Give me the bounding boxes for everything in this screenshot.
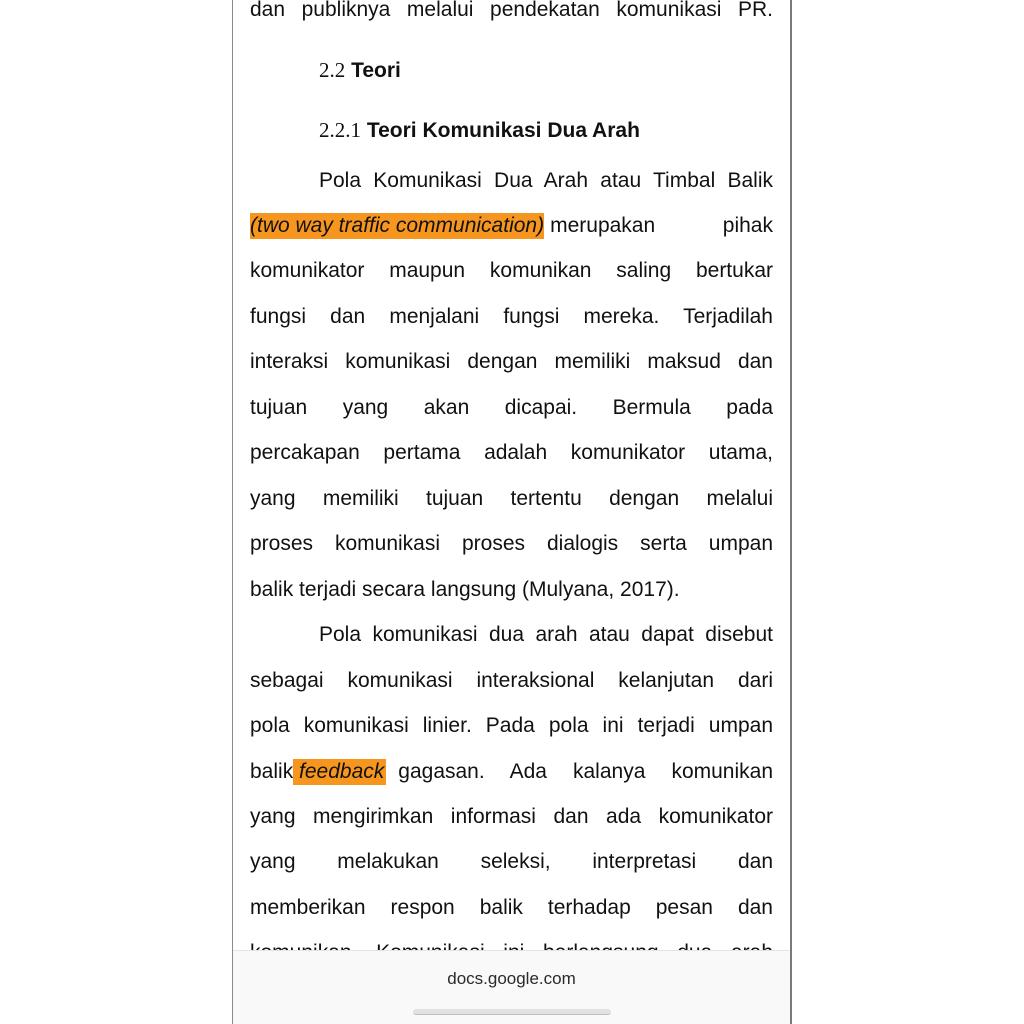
subsection-number: 2.2.1 bbox=[319, 118, 361, 142]
paragraph-line: tujuan yang akan dicapai. Bermula pada bbox=[250, 396, 773, 419]
paragraph-line bbox=[250, 759, 773, 785]
paragraph-line: memberikan respon balik terhadap pesan dan bbox=[250, 896, 773, 919]
paragraph-line: komunikator maupun komunikan saling bertukar bbox=[250, 259, 773, 282]
paragraph-line: percakapan pertama adalah komunikator utama, bbox=[250, 441, 773, 464]
highlighted-text: (two way traffic communication) bbox=[250, 214, 545, 237]
paragraph-line: yang melakukan seleksi, interpretasi dan bbox=[250, 850, 773, 873]
home-indicator[interactable] bbox=[413, 1009, 611, 1015]
subsection-title: Teori Komunikasi Dua Arah bbox=[366, 119, 640, 142]
paragraph-line: yang mengirimkan informasi dan ada komunikator bbox=[250, 805, 773, 828]
highlighted-text: feedback bbox=[293, 760, 385, 783]
document-page bbox=[232, 0, 792, 1024]
paragraph-text: balik bbox=[250, 760, 294, 783]
section-number: 2.2 bbox=[319, 58, 346, 82]
paragraph-line: Pola Komunikasi Dua Arah atau Timbal Balik bbox=[319, 169, 773, 192]
paragraph-line: yang memiliki tujuan tertentu dengan melalui bbox=[250, 487, 773, 510]
paragraph-line: pola komunikasi linier. Pada pola ini terjadi umpan bbox=[250, 714, 773, 737]
section-title: Teori bbox=[351, 59, 401, 82]
paragraph-line: proses komunikasi proses dialogis serta umpan bbox=[250, 532, 773, 555]
subsection-heading bbox=[319, 118, 640, 143]
paragraph-text: gagasan. Ada kalanya komunikan bbox=[398, 760, 773, 783]
paragraph-line: fungsi dan menjalani fungsi mereka. Terjadilah bbox=[250, 305, 773, 328]
paragraph-line bbox=[250, 213, 773, 239]
url-label[interactable]: docs.google.com bbox=[447, 969, 576, 988]
paragraph-line: dan publiknya melalui pendekatan komunikasi PR. bbox=[250, 0, 773, 21]
paragraph-line: balik terjadi secara langsung (Mulyana, 2017). bbox=[250, 578, 680, 601]
paragraph-text: merupakan pihak bbox=[550, 214, 773, 237]
section-heading bbox=[319, 58, 401, 83]
paragraph-line: interaksi komunikasi dengan memiliki maksud dan bbox=[250, 350, 773, 373]
browser-bottom-bar bbox=[233, 950, 790, 1024]
paragraph-line: Pola komunikasi dua arah atau dapat disebut bbox=[319, 623, 773, 646]
paragraph-line: sebagai komunikasi interaksional kelanjutan dari bbox=[250, 669, 773, 692]
